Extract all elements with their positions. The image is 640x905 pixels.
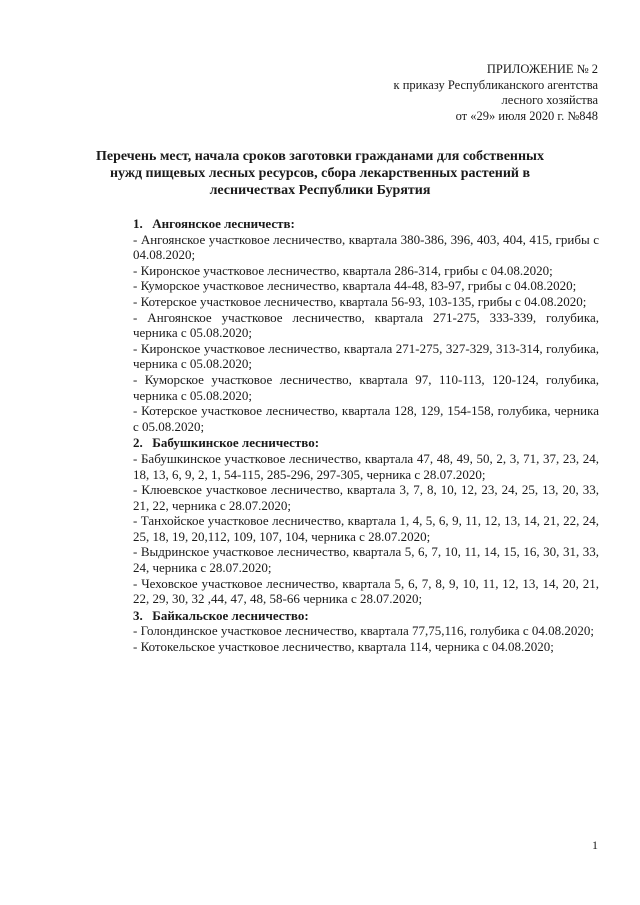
list-item: - Котерское участковое лесничество, квартала 128, 129, 154-158, голубика, черника с 05.08.2020; (133, 403, 599, 434)
appendix-line: от «29» июля 2020 г. №848 (455, 108, 598, 123)
document-body (133, 215, 599, 655)
document-title: Перечень мест, начала сроков заготовки гражданами для собственных нужд пищевых лесных ресурсов, сбора лекарственных растений в лесничествах Республики Бурятия (96, 149, 544, 198)
list-item: - Танхойское участковое лесничество, квартала 1, 4, 5, 6, 9, 11, 12, 13, 14, 21, 22, 24, 25, 18, 19, 20,112, 109, 107, 104, черника с 28.07.2020; (133, 513, 599, 544)
section-number: 1. (133, 216, 143, 231)
appendix-header (278, 62, 598, 124)
page-number: 1 (592, 838, 598, 852)
section-title: Бабушкинское лесничество: (152, 435, 320, 451)
list-item: - Клюевское участковое лесничество, квартала 3, 7, 8, 10, 12, 23, 24, 25, 13, 20, 33, 21, 22, черника с 28.07.2020; (133, 482, 599, 513)
section-number: 2. (133, 435, 143, 451)
section-title: Ангоянское лесничеств: (152, 216, 295, 231)
list-item: - Киронское участковое лесничество, квартала 271-275, 327-329, 313-314, голубика, черника с 05.08.2020; (133, 340, 599, 372)
list-item: - Куморское участковое лесничество, квартала 44-48, 83-97, грибы с 04.08.2020; (133, 278, 577, 294)
section-number: 3. (133, 607, 143, 623)
appendix-line: лесного хозяйства (501, 93, 598, 107)
section-heading (133, 608, 599, 624)
section-heading (133, 435, 599, 451)
list-item: - Голондинское участковое лесничество, квартала 77,75,116, голубика с 04.08.2020; (133, 623, 595, 639)
list-item: - Бабушкинское участковое лесничество, квартала 47, 48, 49, 50, 2, 3, 71, 37, 23, 24, 18, 13, 6, 9, 2, 1, 54-115, 285-296, 297-305, черника с 28.07.2020; (133, 450, 599, 482)
list-item: - Котерское участковое лесничество, квартала 56-93, 103-135, грибы с 04.08.2020; (133, 293, 587, 309)
section-title: Байкальское лесничество: (152, 607, 309, 623)
list-item: - Куморское участковое лесничество, квартала 97, 110-113, 120-124, голубика, черника с 05.08.2020; (133, 371, 599, 403)
list-item: - Киронское участковое лесничество, квартала 286-314, грибы с 04.08.2020; (133, 262, 553, 278)
list-item: - Чеховское участковое лесничество, квартала 5, 6, 7, 8, 9, 10, 11, 12, 13, 14, 20, 21, 22, 29, 30, 32 ,44, 47, 48, 58-66 черника с 28.07.2020; (133, 575, 599, 607)
list-item: - Ангоянское участковое лесничество, квартала 271-275, 333-339, голубика, черника с 05.08.2020; (133, 309, 599, 341)
list-item: - Выдринское участковое лесничество, квартала 5, 6, 7, 10, 11, 14, 15, 16, 30, 31, 33, 24, черника с 28.07.2020; (133, 544, 599, 576)
section-heading (133, 216, 599, 232)
appendix-line: к приказу Республиканского агентства (393, 77, 598, 92)
list-item: - Ангоянское участковое лесничество, квартала 380-386, 396, 403, 404, 415, грибы с 04.08.2020; (133, 231, 599, 263)
list-item: - Котокельское участковое лесничество, квартала 114, черника с 04.08.2020; (133, 639, 554, 655)
appendix-line: ПРИЛОЖЕНИЕ № 2 (486, 62, 598, 76)
